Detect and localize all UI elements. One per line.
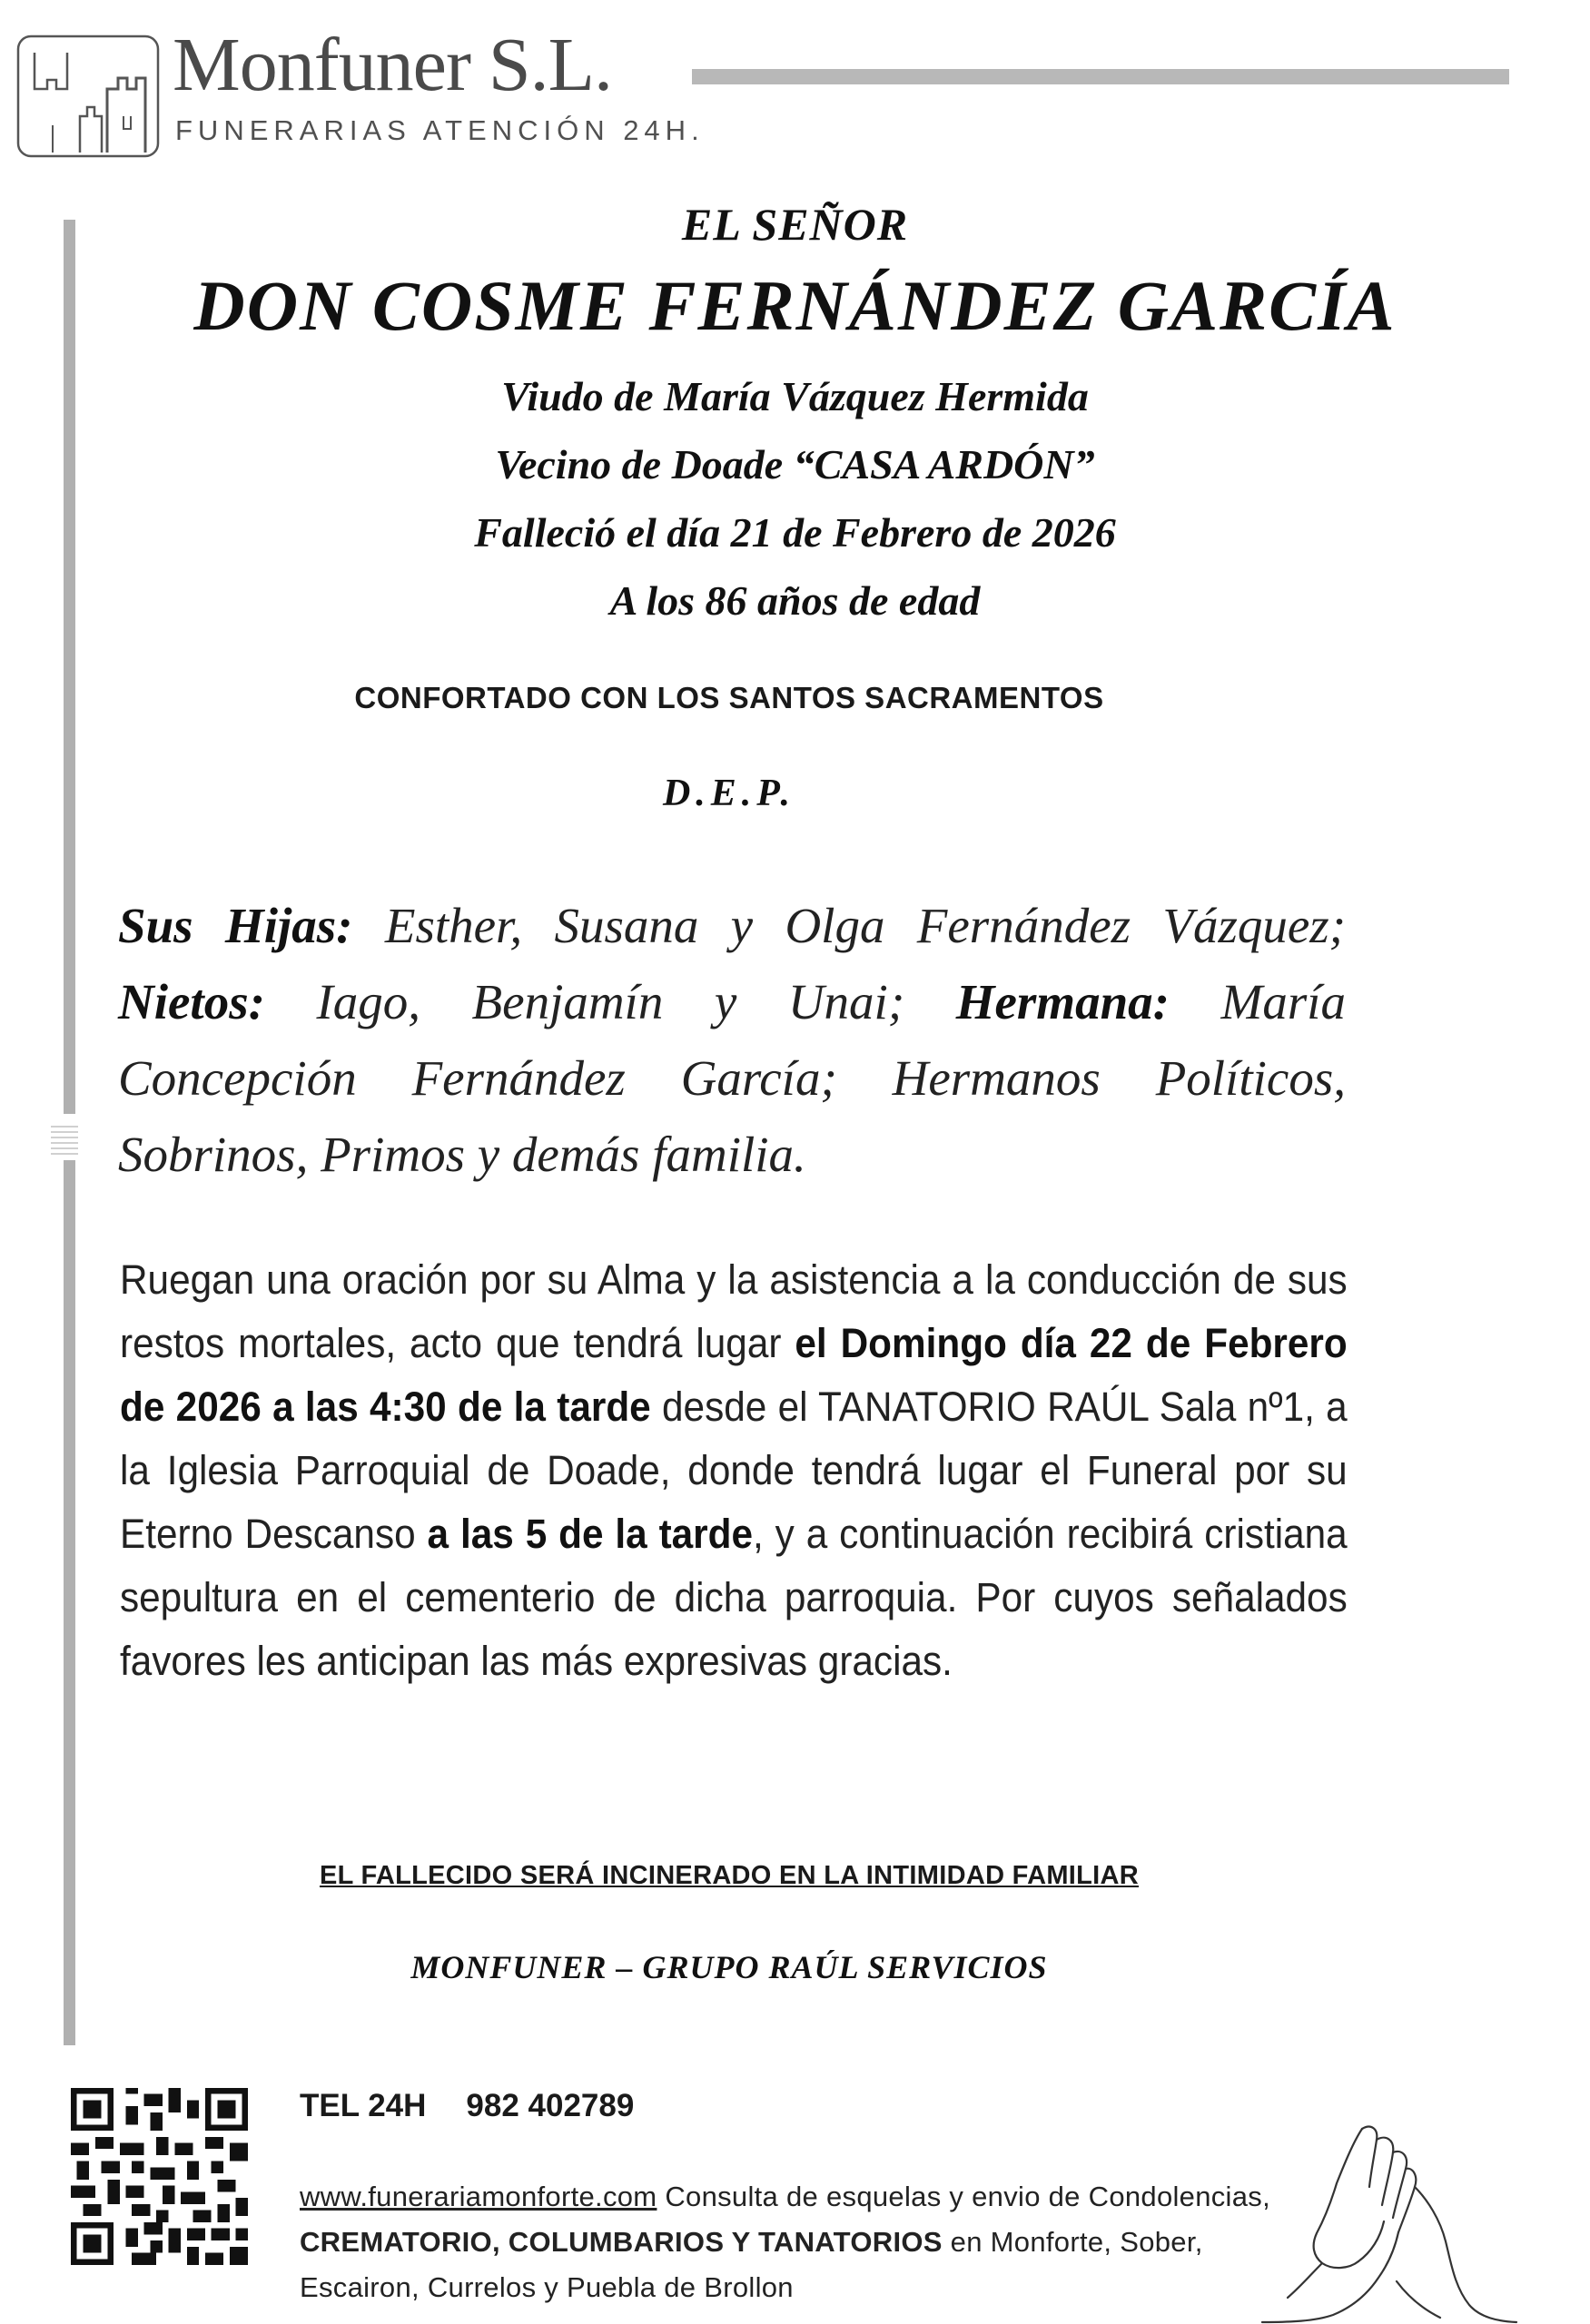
death-date-line: Falleció el día 21 de Febrero de 2026 xyxy=(474,509,1116,556)
neighbor-line: Vecino de Doade “CASA ARDÓN” xyxy=(495,441,1095,487)
sister-and-relatives: María Concepción Fernández García; Hermanos Políticos, Sobrinos, Primos y demás familia. xyxy=(118,974,1347,1182)
rip-abbreviation: D.E.P. xyxy=(662,773,796,814)
honorific: EL SEÑOR xyxy=(681,199,909,250)
praying-hands-icon xyxy=(1217,2093,1562,2324)
footer-text-1: Consulta de esquelas y envio de Condolencias, xyxy=(657,2181,1270,2212)
widow-line: Viudo de María Vázquez Hermida xyxy=(501,373,1089,419)
header-rule xyxy=(692,69,1509,84)
ceremony-place: desde el TANATORIO RAÚL Sala nº1, a la Iglesia Parroquial de Doade, donde tendrá lugar el Funeral por su Eterno Descanso xyxy=(120,1384,1348,1557)
services-list: CREMATORIO, COLUMBARIOS Y TANATORIOS xyxy=(300,2226,943,2258)
brand-name: Monfuner S.L. xyxy=(173,23,612,107)
grandchildren-label: Nietos: xyxy=(118,974,265,1029)
qr-code-icon[interactable] xyxy=(71,2088,248,2265)
phone-line xyxy=(300,2088,634,2124)
left-margin-rule xyxy=(64,1160,75,2045)
sister-label: Hermana: xyxy=(955,974,1170,1029)
grandchildren-names: Iago, Benjamín y Unai; xyxy=(264,974,956,1029)
left-margin-rule xyxy=(64,220,75,1114)
funeral-time: a las 5 de la tarde xyxy=(427,1511,754,1557)
footer-info xyxy=(300,2174,1326,2310)
left-margin-rule-break xyxy=(51,1126,78,1155)
daughters-label: Sus Hijas: xyxy=(118,898,353,953)
phone-label: TEL 24H xyxy=(300,2088,427,2123)
daughters-names: Esther, Susana y Olga Fernández Vázquez; xyxy=(352,898,1346,953)
signature-line: MONFUNER – GRUPO RAÚL SERVICIOS xyxy=(410,1949,1048,1985)
deceased-name: DON COSME FERNÁNDEZ GARCÍA xyxy=(193,266,1397,345)
family-paragraph xyxy=(118,888,1346,1193)
ceremony-intro: Ruegan una oración por su Alma y la asistencia a la conducción de sus restos mortales, acto que tendrá lugar xyxy=(120,1256,1348,1366)
website-link[interactable]: www.funerariamonforte.com xyxy=(300,2181,657,2212)
cremation-note: EL FALLECIDO SERÁ INCINERADO EN LA INTIMIDAD FAMILIAR xyxy=(319,1861,1139,1890)
sacraments-line: CONFORTADO CON LOS SANTOS SACRAMENTOS xyxy=(354,681,1104,714)
ceremony-paragraph xyxy=(120,1248,1348,1693)
castle-tower-icon xyxy=(16,34,160,158)
phone-number[interactable]: 982 402789 xyxy=(466,2088,635,2123)
procession-time: el Domingo día 22 de Febrero de 2026 a las 4:30 de la tarde xyxy=(120,1320,1348,1430)
brand-tagline: FUNERARIAS ATENCIÓN 24H. xyxy=(175,114,705,146)
age-line: A los 86 años de edad xyxy=(609,577,981,624)
footer-text-2: en Monforte, Sober, Escairon, Currelos y Puebla de Brollon xyxy=(300,2226,1203,2303)
ceremony-closing: , y a continuación recibirá cristiana sepultura en el cementerio de dicha parroquia. Por cuyos señalados favores les anticipan las más expresivas gracias. xyxy=(120,1511,1348,1684)
